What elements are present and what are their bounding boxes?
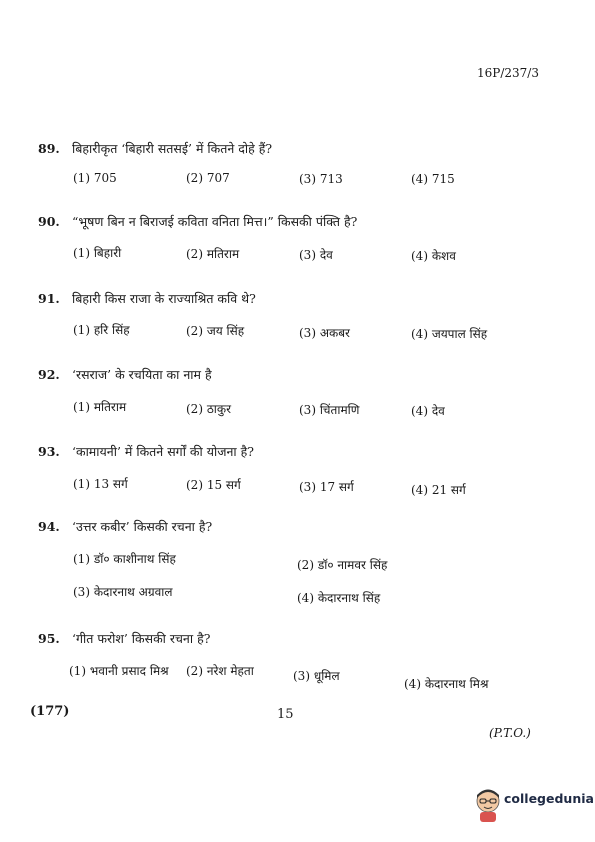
option-4: (4) 715	[411, 172, 455, 186]
option-4: (4) केशव	[411, 249, 456, 263]
option-2: (2) ठाकुर	[186, 402, 232, 416]
question-text: ‘रसराज’ के रचयिता का नाम है	[72, 367, 212, 382]
mascot-icon	[474, 788, 502, 822]
collegedunia-watermark	[474, 788, 594, 828]
option-1: (1) 13 सर्ग	[73, 477, 128, 491]
option-2: (2) मतिराम	[186, 247, 240, 261]
pto-label: (P.T.O.)	[489, 726, 531, 740]
question-text: ‘कामायनी’ में कितने सर्गों की योजना है?	[72, 444, 254, 459]
question-number: 91.	[38, 291, 60, 306]
option-2: (2) डॉ० नामवर सिंह	[297, 558, 388, 572]
option-1: (1) भवानी प्रसाद मिश्र	[69, 664, 169, 678]
option-2: (2) 707	[186, 171, 230, 185]
footer-code: (177)	[30, 704, 70, 719]
question-93	[38, 443, 558, 460]
option-1: (1) डॉ० काशीनाथ सिंह	[73, 552, 176, 566]
option-4: (4) देव	[411, 404, 445, 418]
option-4: (4) जयपाल सिंह	[411, 327, 488, 341]
option-3: (3) अकबर	[299, 326, 350, 340]
question-text: ‘उत्तर कबीर’ किसकी रचना है?	[72, 519, 213, 534]
question-number: 94.	[38, 519, 60, 534]
option-4: (4) केदारनाथ सिंह	[297, 591, 381, 605]
question-94	[38, 518, 558, 535]
question-text: “भूषण बिन न बिराजई कविता वनिता मित्त।” किसकी पंक्ति है?	[72, 214, 358, 229]
question-text: ‘गीत फरोश’ किसकी रचना है?	[72, 631, 211, 646]
paper-code: 16P/237/3	[477, 66, 539, 80]
option-3: (3) चिंतामणि	[299, 403, 360, 417]
question-89	[38, 140, 558, 157]
question-90	[38, 213, 558, 230]
page-number: 15	[277, 707, 294, 722]
question-text: बिहारीकृत ‘बिहारी सतसई’ में कितने दोहे हैं?	[72, 141, 273, 156]
option-2: (2) 15 सर्ग	[186, 478, 241, 492]
question-number: 95.	[38, 631, 60, 646]
question-95	[38, 630, 558, 647]
option-3: (3) केदारनाथ अग्रवाल	[73, 585, 173, 599]
question-number: 90.	[38, 214, 60, 229]
question-number: 92.	[38, 367, 60, 382]
question-number: 93.	[38, 444, 60, 459]
question-text: बिहारी किस राजा के राज्याश्रित कवि थे?	[72, 291, 256, 306]
option-3: (3) देव	[299, 248, 333, 262]
option-1: (1) हरि सिंह	[73, 323, 130, 337]
question-number: 89.	[38, 141, 60, 156]
option-3: (3) धूमिल	[293, 669, 340, 683]
option-1: (1) बिहारी	[73, 246, 122, 260]
question-92	[38, 366, 558, 383]
question-91	[38, 290, 558, 307]
option-1: (1) मतिराम	[73, 400, 127, 414]
option-3: (3) 17 सर्ग	[299, 480, 354, 494]
option-2: (2) जय सिंह	[186, 324, 245, 338]
option-2: (2) नरेश मेहता	[186, 664, 254, 678]
option-4: (4) 21 सर्ग	[411, 483, 466, 497]
option-1: (1) 705	[73, 171, 117, 185]
watermark-brand: collegedunia	[504, 791, 594, 806]
option-4: (4) केदारनाथ मिश्र	[404, 677, 489, 691]
option-3: (3) 713	[299, 172, 343, 186]
